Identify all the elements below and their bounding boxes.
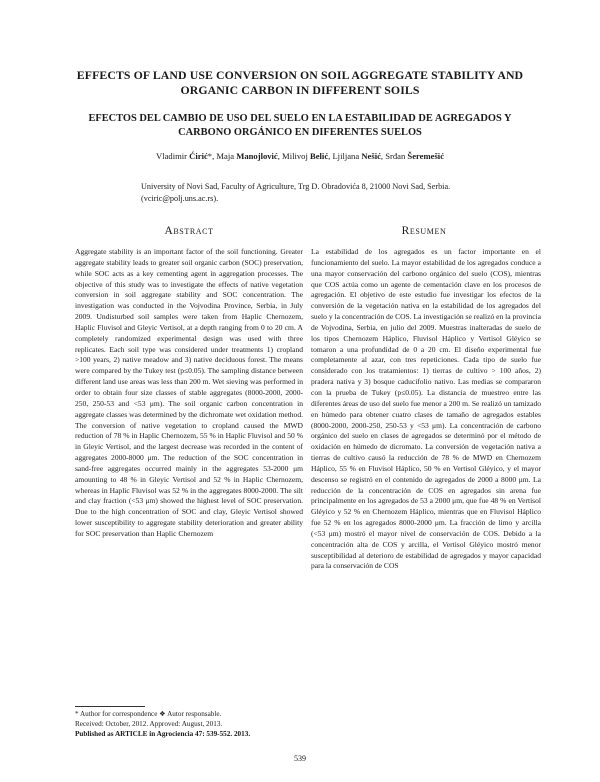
author: Srđan Šeremešić xyxy=(385,151,445,161)
author-affiliation: University of Novi Sad, Faculty of Agriculture, Trg D. Obradovića 8, 21000 Novi Sad, Serbia. (vciric@polj.uns.ac.rs). xyxy=(141,182,451,203)
author: Ljiljana Nešić xyxy=(332,151,381,161)
page-number: 539 xyxy=(294,754,306,763)
correspondence-note: * Author for correspondence ❖ Autor responsable. xyxy=(75,710,222,718)
author: Vladimir Ćirić* xyxy=(155,151,213,161)
received-approved-dates: Received: October, 2012. Approved: August, 2013. xyxy=(75,720,223,728)
publication-note: Published as ARTICLE in Agrociencia 47: 539-552. 2013. xyxy=(75,730,251,738)
author-list: Vladimir Ćirić*, Maja Manojlović, Milivoj Belić, Ljiljana Nešić, Srđan Šeremešić xyxy=(155,151,445,161)
footnotes xyxy=(75,709,375,739)
resumen-heading: Resumen xyxy=(401,225,447,237)
resumen-text: La estabilidad de los agregados es un factor importante en el funcionamiento del suelo. La mayor estabilidad de los agregados conduce a una mayor conservación del carbono orgánico del suelo (COS), mientras que COS actúa como un agente de cementación clave en los procesos de agregación. El objetivo de este estudio fue investigar los efectos de la conversión de la vegetación nativa en la estabilidad de los agregados del suelo y la concentración de COS. La investigación se realizó en la provincia de Vojvodina, Serbia, en julio del 2009. Muestras inalteradas de suelo de los tipos Chernozem Háplico, Fluvisol Háplico y Vertisol Gléyico se tomaron a una profundidad de 0 a 20 cm. El diseño experimental fue completamente al azar, con tres repeticiones. Cada tipo de suelo fue considerado con los tratamientos: 1) tierras de cultivo > 100 años, 2) pradera nativa y 3) bosque caducifolio nativo. Las medias se compararon con la prueba de Tukey (p≤0.05). La distancia de muestreo entre las diferentes áreas de uso del suelo fue menor a 200 m. Se realizó un tamizado en húmedo para obtener cuatro clases de tamaño de agregados estables (8000-2000, 2000-250, 250-53 y <53 μm). La concentración de carbono orgánico del suelo en clases de agregados se determinó por el método de oxidación en húmedo de dicromato. La conversión de vegetación nativa a tierras de cultivo causó la reducción de 78 % de MWD en Chernozem Háplico, 55 % en Fluvisol Háplico, 50 % en Vertisol Gléyico, y el mayor descenso se registró en el contenido de agregados de 2000 a 8000 μm. La reducción de la concentración de COS en agregados sin arena fue principalmente en los agregados de 53 a 2000 μm, que fue 48 % en Vertisol Gléyico y 52 % en Chernozem Háplico, mientras que en Fluvisol Háplico fue 52 % en los agregados 8000-2000 μm. La fracción de limo y arcilla (<53 μm) mostró el mayor nivel de conservación de COS. Debido a la concentración alta de COS y arcilla, el Vertisol Gléyico mostró menor susceptibilidad al deterioro de estabilidad de agregados y mayor capacidad para la conservación de COS xyxy=(311,247,541,571)
author: Milivoj Belić xyxy=(282,151,329,161)
article-title-spanish: EFECTOS DEL CAMBIO DE USO DEL SUELO EN LA ESTABILIDAD DE AGREGADOS Y CARBONO ORGÁNICO EN DIFERENTES SUELOS xyxy=(88,113,512,138)
abstract-column xyxy=(75,247,303,540)
abstract-heading: Abstract xyxy=(164,225,214,237)
abstract-text: Aggregate stability is an important factor of the soil functioning. Greater aggregate stability leads to greater soil organic carbon (SOC) preservation, while SOC acts as a key cementing agent in aggregation processes. The objective of this study was to investigate the effects of native vegetation conversion in soil aggregate stability and SOC concentration. The investigation was conducted in the Vojvodina Province, Serbia, in July 2009. Undisturbed soil samples were taken from Haplic Chernozem, Haplic Fluvisol and Gleyic Vertisol, at a depth ranging from 0 to 20 cm. A completely randomized experimental design was used with three replicates. Each soil type was considered under treatments 1) cropland >100 years, 2) native meadow and 3) native deciduous forest. The means were compared by the Tukey test (p≤0.05). The sampling distance between different land use areas was less than 200 m. Wet sieving was performed in order to obtain four size classes of stable aggregates (8000-2000, 2000-250, 250-53 and <53 μm). The soil organic carbon concentration in aggregate classes was determined by the dichromate wet oxidation method. The conversion of native vegetation to cropland caused the MWD reduction of 78 % in Haplic Chernozem, 55 % in Haplic Fluvisol and 50 % in Gleyic Vertisol, and the largest decrease was recorded in the content of aggregates 2000-8000 μm. The reduction of the SOC concentration in sand-free aggregates occurred mainly in the aggregates 53-2000 μm amounting to 48 % in Gleyic Vertisol and 52 % in Haplic Chernozem, whereas in Haplic Fluvisol was 52 % in the aggregates 8000-2000. The silt and clay fraction (<53 μm) showed the highest level of SOC preservation. Due to the high concentration of SOC and clay, Gleyic Vertisol showed lower susceptibility to aggregate stability deterioration and greater ability for SOC preservation than Haplic Chernozem xyxy=(75,247,303,538)
article-title-english: EFFECTS OF LAND USE CONVERSION ON SOIL AGGREGATE STABILITY AND ORGANIC CARBON IN DIFFERENT SOILS xyxy=(76,68,524,97)
resumen-column xyxy=(311,247,541,572)
author: Maja Manojlović xyxy=(216,151,278,161)
footnote-divider xyxy=(75,706,145,707)
